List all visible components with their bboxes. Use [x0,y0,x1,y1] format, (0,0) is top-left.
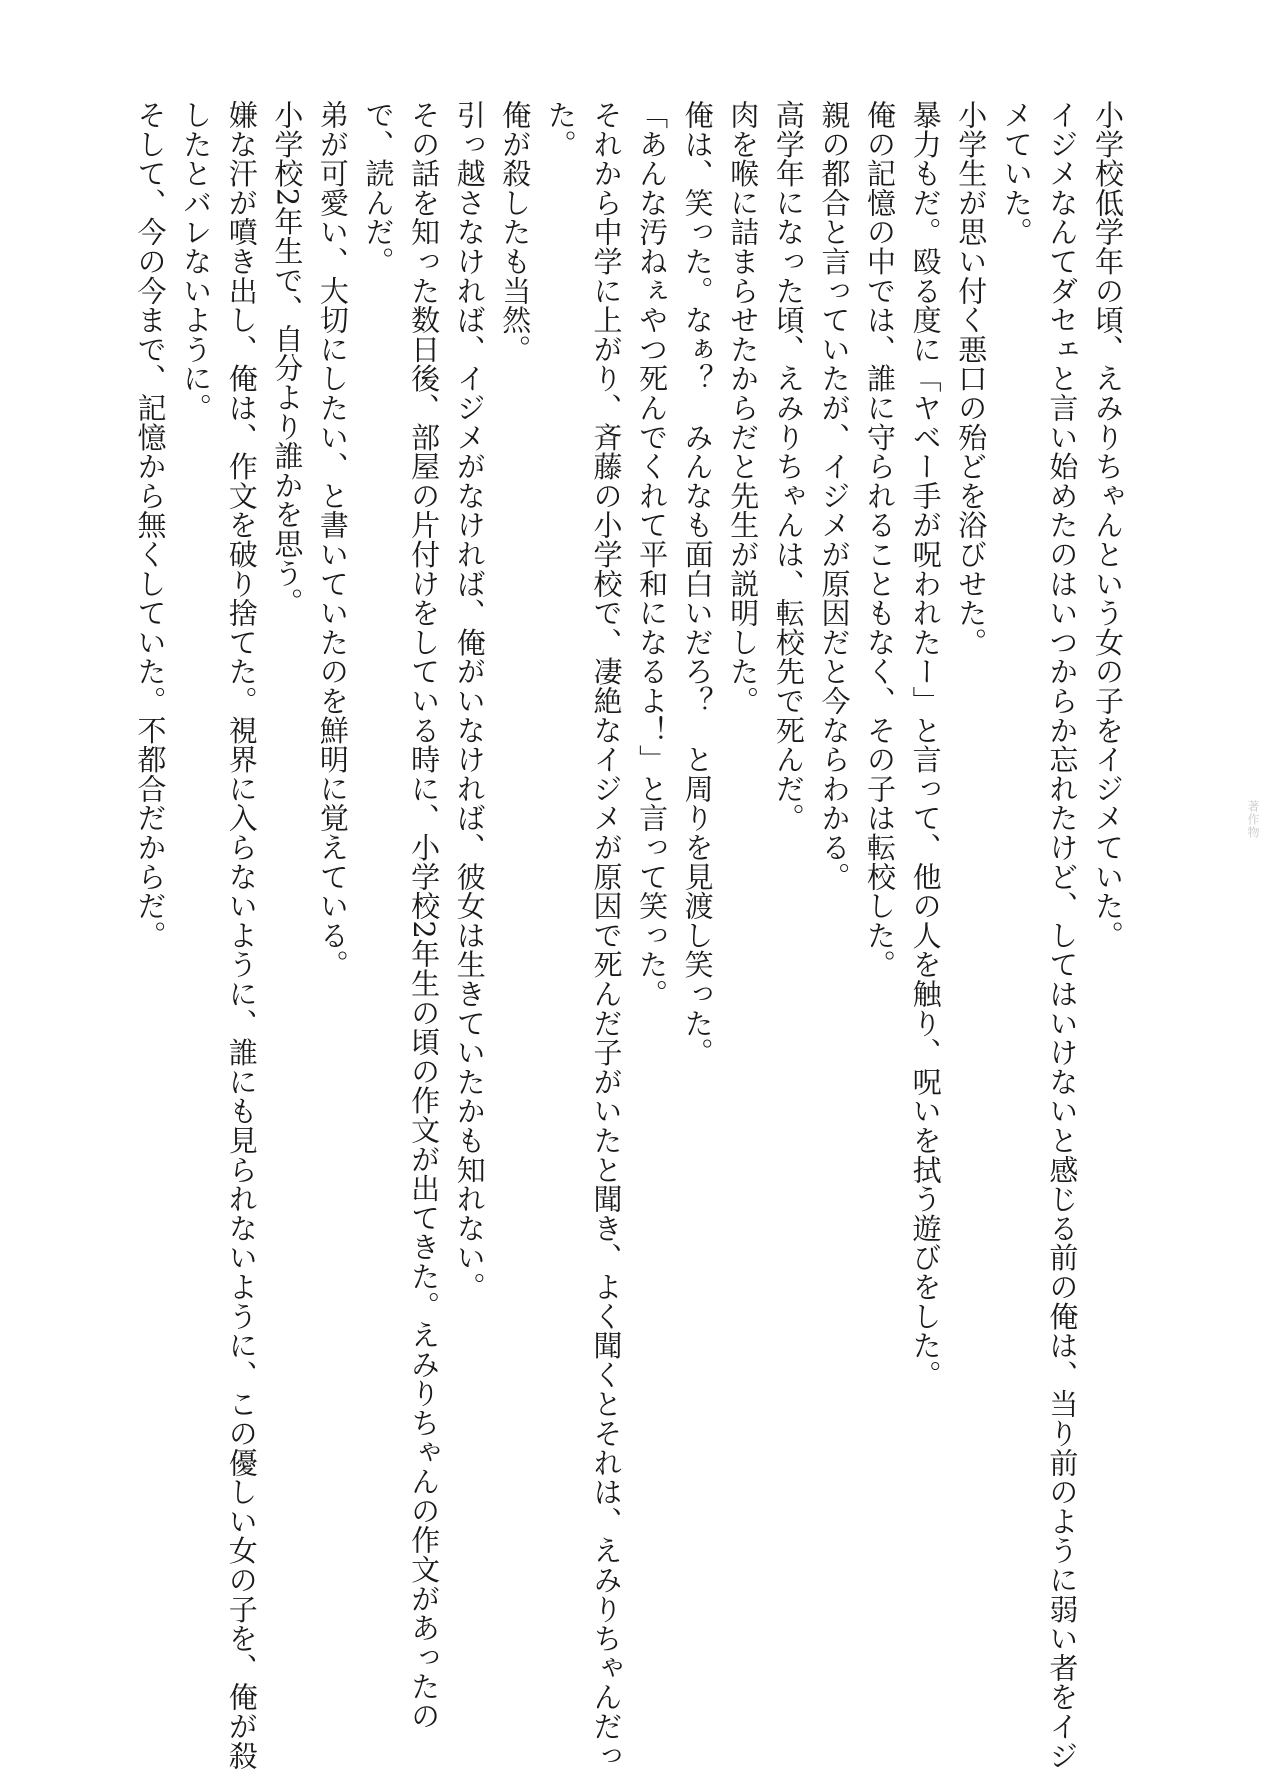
text-line: 嫌な汗が噴き出し、俺は、作文を破り捨てた。視界に入らないように、誰にも見られないように、この優しい女の子を、俺が殺 [224,100,259,1770]
text-line: 親の都合と言っていたが、イジメが原因だと今ならわかる。 [817,100,852,892]
text-line: 引っ越さなければ、イジメがなければ、俺がいなければ、彼女は生きていたかも知れない。 [452,100,487,1302]
text-line: 肉を喉に詰まらせたからだと先生が説明した。 [726,100,761,716]
text-line: メていた。 [999,100,1034,247]
text-line: 小学校低学年の頃、えみりちゃんという女の子をイジメていた。 [1091,100,1125,950]
text-line: イジメなんてダセェと言い始めたのはいつからか忘れたけど、してはいけないと感じる前の俺は、当り前のように弱い者をイジ [1045,100,1080,1770]
text-line: 「あんな汚ねぇやつ死んでくれて平和になるよ！」と言って笑った。 [635,100,670,1009]
text-line: したとバレないように。 [179,100,214,423]
copyright-watermark: 著作物 [1246,800,1260,839]
text-line: 俺は、笑った。なぁ？ みんなも面白いだろ？ と周りを見渡し笑った。 [680,100,715,1067]
text-line: で、読んだ。 [361,100,396,276]
text-line: た。 [543,100,578,159]
text-line: その話を知った数日後、部屋の片付けをしている時に、小学校2年生の頃の作文が出てきた。えみりちゃんの作文があったの [407,100,442,1731]
text-line: 俺が殺したも当然。 [498,100,533,364]
text-line: 小学生が思い付く悪口の殆どを浴びせた。 [954,100,989,657]
text-line: 暴力もだ。殴る度に「ヤベー手が呪われたー」と言って、他の人を触り、呪いを拭う遊びをした。 [908,100,943,1390]
text-line: そして、今の今まで、記憶から無くしていた。不都合だからだ。 [133,100,168,950]
text-line: それから中学に上がり、斉藤の小学校で、凄絶なイジメが原因で死んだ子がいたと聞き、よく聞くとそれは、えみりちゃんだっ [589,100,624,1770]
vertical-text-body [127,100,1130,1770]
text-line: 小学校2年生で、自分より誰かを思う。 [270,100,305,617]
text-line: 俺の記憶の中では、誰に守られることもなく、その子は転校した。 [863,100,898,979]
text-line: 高学年になった頃、えみりちゃんは、転校先で死んだ。 [771,100,806,833]
text-line: 弟が可愛い、大切にしたい、と書いていたのを鮮明に覚えている。 [315,100,350,979]
